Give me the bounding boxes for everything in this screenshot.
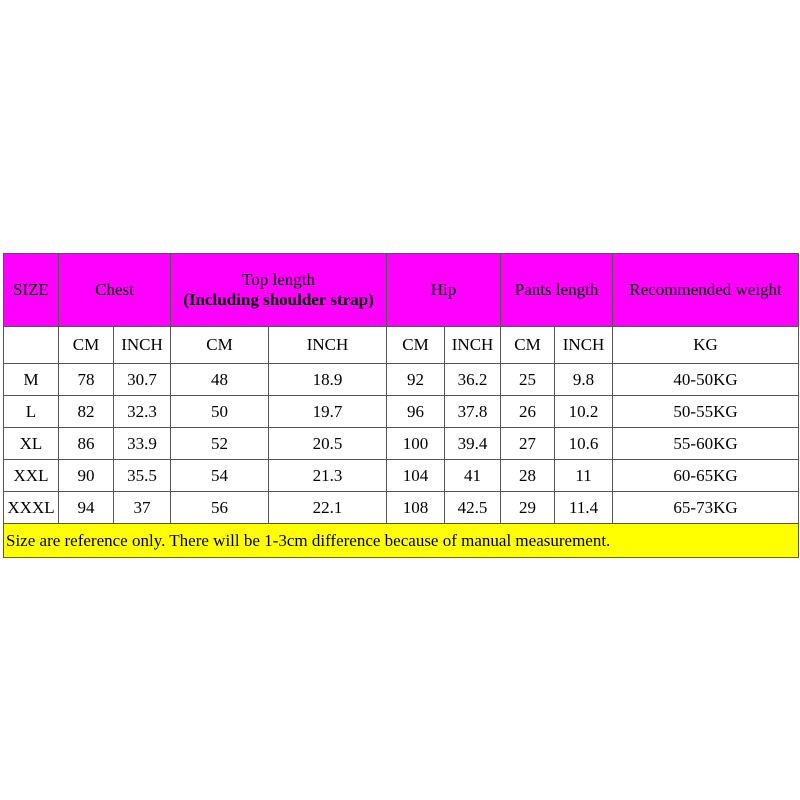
cell-size: XXL <box>4 460 59 492</box>
header-row <box>4 254 799 327</box>
measurement-note: Size are reference only. There will be 1-3cm difference because of manual measurement. <box>4 524 799 558</box>
unit-top-cm: CM <box>171 327 269 364</box>
cell-hip-cm: 100 <box>387 428 445 460</box>
cell-pants-inch: 9.8 <box>555 364 613 396</box>
cell-chest-cm: 94 <box>59 492 114 524</box>
header-hip: Hip <box>387 254 501 327</box>
cell-size: XL <box>4 428 59 460</box>
cell-chest-inch: 37 <box>114 492 171 524</box>
cell-chest-cm: 90 <box>59 460 114 492</box>
cell-pants-inch: 10.6 <box>555 428 613 460</box>
cell-pants-inch: 11 <box>555 460 613 492</box>
cell-chest-cm: 82 <box>59 396 114 428</box>
cell-top-cm: 50 <box>171 396 269 428</box>
cell-hip-inch: 41 <box>445 460 501 492</box>
cell-weight: 50-55KG <box>613 396 799 428</box>
unit-weight: KG <box>613 327 799 364</box>
cell-weight: 60-65KG <box>613 460 799 492</box>
cell-hip-inch: 39.4 <box>445 428 501 460</box>
cell-pants-cm: 27 <box>501 428 555 460</box>
cell-top-cm: 52 <box>171 428 269 460</box>
cell-size: M <box>4 364 59 396</box>
cell-weight: 65-73KG <box>613 492 799 524</box>
cell-hip-inch: 37.8 <box>445 396 501 428</box>
unit-row <box>4 327 799 364</box>
cell-chest-inch: 32.3 <box>114 396 171 428</box>
note-row <box>4 524 799 558</box>
cell-pants-inch: 10.2 <box>555 396 613 428</box>
cell-top-inch: 21.3 <box>269 460 387 492</box>
cell-pants-cm: 28 <box>501 460 555 492</box>
cell-top-inch: 19.7 <box>269 396 387 428</box>
cell-size: L <box>4 396 59 428</box>
cell-top-inch: 22.1 <box>269 492 387 524</box>
unit-chest-inch: INCH <box>114 327 171 364</box>
cell-size: XXXL <box>4 492 59 524</box>
cell-pants-cm: 25 <box>501 364 555 396</box>
unit-pants-inch: INCH <box>555 327 613 364</box>
unit-chest-cm: CM <box>59 327 114 364</box>
cell-pants-cm: 29 <box>501 492 555 524</box>
header-chest: Chest <box>59 254 171 327</box>
table-row <box>4 364 799 396</box>
unit-pants-cm: CM <box>501 327 555 364</box>
cell-hip-inch: 36.2 <box>445 364 501 396</box>
header-pants-length: Pants length <box>501 254 613 327</box>
header-size: SIZE <box>4 254 59 327</box>
unit-hip-cm: CM <box>387 327 445 364</box>
table-row <box>4 396 799 428</box>
size-chart-table <box>3 253 799 558</box>
cell-weight: 55-60KG <box>613 428 799 460</box>
cell-top-cm: 48 <box>171 364 269 396</box>
table-row <box>4 460 799 492</box>
cell-top-cm: 56 <box>171 492 269 524</box>
header-recommended-weight: Recommended weight <box>613 254 799 327</box>
table-row <box>4 428 799 460</box>
cell-chest-inch: 30.7 <box>114 364 171 396</box>
cell-top-inch: 18.9 <box>269 364 387 396</box>
unit-hip-inch: INCH <box>445 327 501 364</box>
cell-weight: 40-50KG <box>613 364 799 396</box>
cell-pants-inch: 11.4 <box>555 492 613 524</box>
cell-top-cm: 54 <box>171 460 269 492</box>
header-top-length-label: Top length <box>242 270 315 289</box>
cell-pants-cm: 26 <box>501 396 555 428</box>
cell-top-inch: 20.5 <box>269 428 387 460</box>
cell-chest-inch: 33.9 <box>114 428 171 460</box>
header-top-length <box>171 254 387 327</box>
unit-blank <box>4 327 59 364</box>
cell-hip-cm: 104 <box>387 460 445 492</box>
cell-hip-inch: 42.5 <box>445 492 501 524</box>
cell-chest-inch: 35.5 <box>114 460 171 492</box>
cell-hip-cm: 92 <box>387 364 445 396</box>
cell-hip-cm: 108 <box>387 492 445 524</box>
cell-hip-cm: 96 <box>387 396 445 428</box>
unit-top-inch: INCH <box>269 327 387 364</box>
cell-chest-cm: 78 <box>59 364 114 396</box>
cell-chest-cm: 86 <box>59 428 114 460</box>
header-top-length-note: (Including shoulder strap) <box>183 290 374 309</box>
table-row <box>4 492 799 524</box>
